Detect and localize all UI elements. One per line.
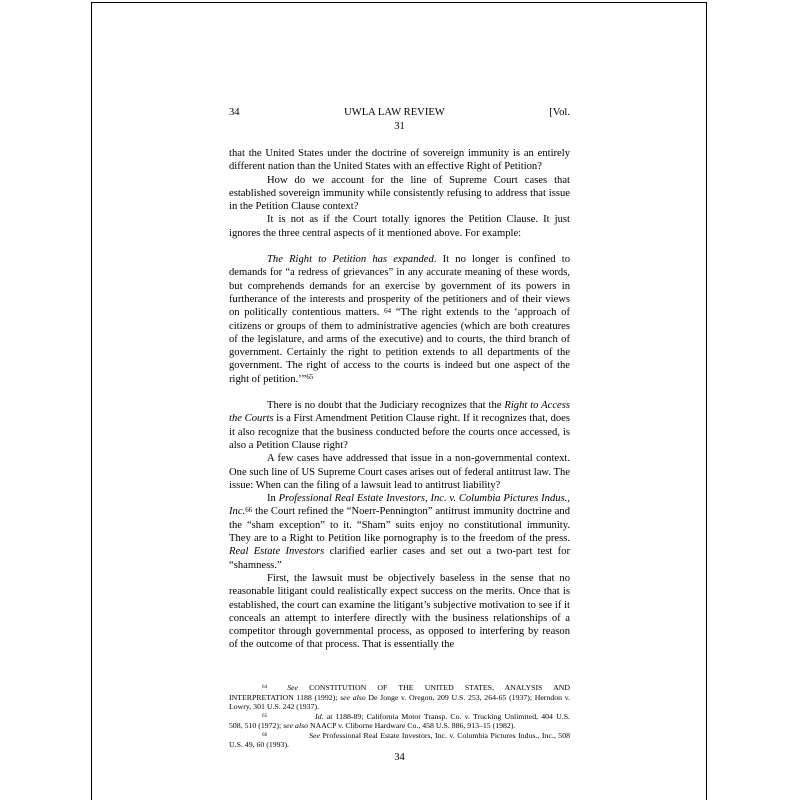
text-run: Professional Real Estate Investors, Inc. v. Columbia Pictures Indus., Inc. <box>229 493 570 518</box>
paragraph <box>229 452 570 492</box>
text-run: “The right extends to the ‘approach of citizens or groups of them to administrative agencies (which are both creatures of the legislature, and arms of the executive) and to courts, the third branch of government. Certainly the right to petition extends to all departments of the government. The right of access to the courts is indeed but one aspect of the right of petition.’” <box>229 307 571 385</box>
text-run: Professional Real Estate Investors, Inc. v. Columbia Pictures Indus., Inc., 508 U.S. 49, 60 (1993). <box>229 730 570 749</box>
text-run: NAACP v. Cliborne Hardware Co., 458 U.S. 886, 913–15 (1982). <box>308 721 516 730</box>
paragraph <box>229 399 570 452</box>
text-run: How do we account for the line of Supreme Court cases that established sovereign immunity while consistently refusing to address that issue in the Petition Clause context? <box>229 174 570 213</box>
footnote <box>229 712 570 731</box>
text-run: In <box>267 493 279 505</box>
paragraph <box>229 492 570 572</box>
page-footer <box>229 751 570 764</box>
paragraph <box>229 174 570 214</box>
footnotes <box>229 683 570 750</box>
footnote-reference: 65 <box>262 712 268 719</box>
text-run: Id. <box>315 711 324 721</box>
text-run: is a First Amendment Petition Clause right. If it recognizes that, does it also recognize that the business conducted before the courts once accessed, is also a Petition Clause right? <box>229 413 570 451</box>
text-run: see also <box>283 721 309 730</box>
footnote-reference: 65 <box>306 373 314 382</box>
page-frame <box>91 2 707 800</box>
body-paragraphs <box>229 147 570 652</box>
paragraph <box>229 572 570 652</box>
text-run: clarified earlier cases and set out a two-part test for “shamness.” <box>229 546 571 571</box>
footnote <box>229 683 570 712</box>
header-volume-label: [Vol. <box>549 107 570 118</box>
paragraph <box>229 253 570 386</box>
text-run: . It no longer is confined to demands for “a redress of grievances” in any accurate meaning of these words, but comprehends demands for an exercise by government of its powers in furtherance of the interests and prosperity of the petitioners and of their views on politically contentious matters. <box>229 254 571 319</box>
footnote <box>229 731 570 750</box>
paragraph <box>229 147 570 174</box>
paragraph <box>229 213 570 240</box>
header-journal-title: UWLA LAW REVIEW <box>344 107 445 118</box>
footnote-reference: 66 <box>262 731 268 738</box>
text-run: De Jonge v. Oregon, 209 U.S. 253, 264-65 (1937); Herndon v. Lowry, 301 U.S. 242 (1937). <box>229 692 571 711</box>
header-volume-number: 31 <box>394 120 405 132</box>
text-run: The Right to Petition has expanded <box>267 254 434 266</box>
text-run: at 1188-89; California Motor Transp. Co. v. Trucking Unlimited, 404 U.S. 508, 510 (1972); <box>229 711 570 730</box>
footer-page-number: 34 <box>394 752 405 763</box>
text-run: It is not as if the Court totally ignores the Petition Clause. It just ignores the three central aspects of it mentioned above. For example: <box>229 214 570 239</box>
text-run: that the United States under the doctrine of sovereign immunity is an entirely different nation than the United States with an effective Right of Petition? <box>229 148 570 173</box>
text-run: Real Estate Investors <box>229 546 325 558</box>
text-run: See <box>287 683 298 692</box>
running-header <box>229 106 570 133</box>
text-run: the Court refined the “Noerr-Pennington” antitrust immunity doctrine and the “sham exception” to it. “Sham” suits enjoy no constitutional immunity. They are to a Right to Petition like pornography is to the freedom of the press. <box>229 506 570 545</box>
running-header-line1 <box>229 106 570 120</box>
header-page-number: 34 <box>229 107 240 118</box>
running-header-line2 <box>229 120 570 134</box>
text-run: CONSTITUTION OF THE UNITED STATES, ANALYSIS AND INTERPRETATION 1188 (1992); <box>229 683 570 702</box>
text-run: First, the lawsuit must be objectively baseless in the sense that no reasonable litigant could realistically expect success on the merits. Once that is established, the court can examine the litigant’s subjective motivation to see if it conceals an attempt to interfere directly with the business relationships of a competitor through governmental process, as opposed to interfering by reason of the outcome of that process. That is essentially the <box>229 572 570 651</box>
footnote-reference: 64 <box>384 306 392 315</box>
text-run: There is no doubt that the Judiciary recognizes that the <box>267 400 505 412</box>
footnote-reference: 66 <box>245 505 253 514</box>
footnote-reference: 64 <box>262 684 268 691</box>
text-run: see also <box>340 692 366 702</box>
text-run: Right to Access the Courts <box>229 400 570 425</box>
text-run: See <box>309 730 320 740</box>
text-run: A few cases have addressed that issue in a non-governmental context. One such line of US Supreme Court cases arises out of federal antitrust law. The issue: When can the filing of a lawsuit lead to antitrust liability? <box>229 453 570 491</box>
